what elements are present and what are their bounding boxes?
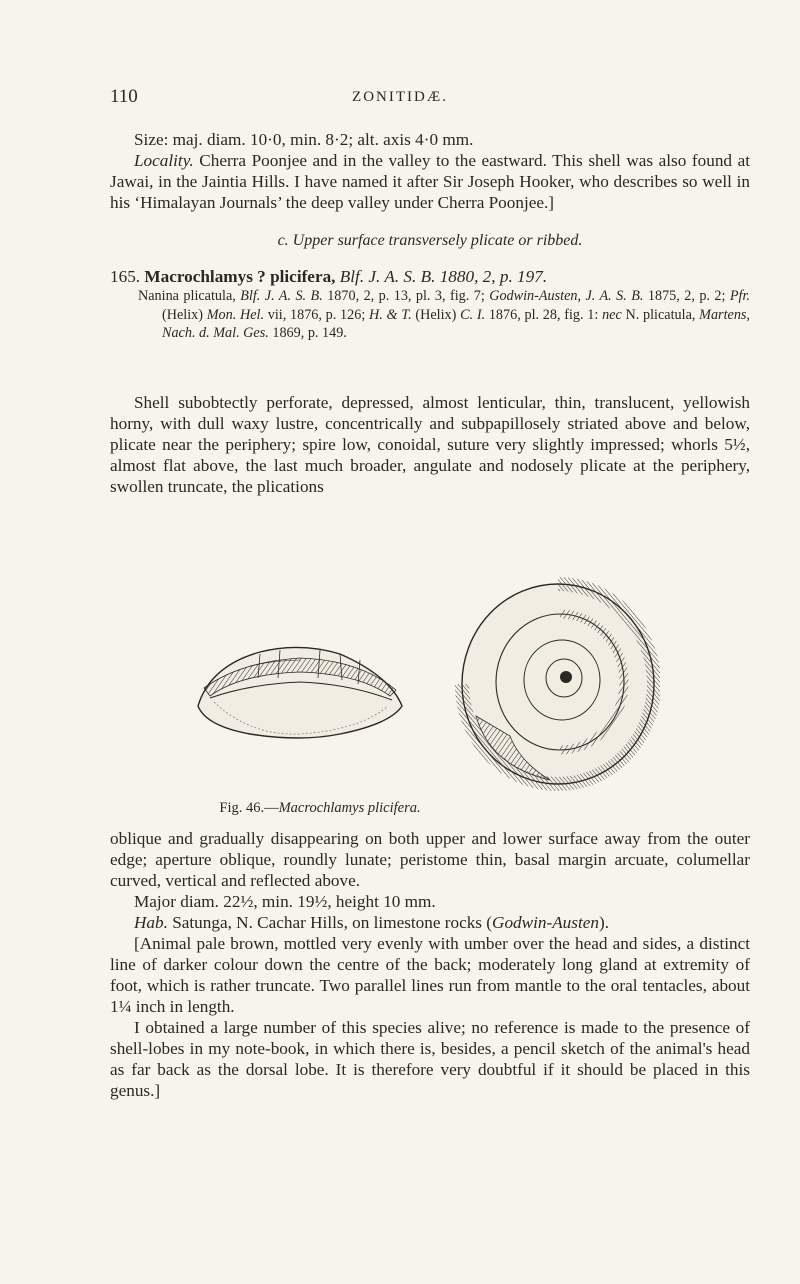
figure-title: Macrochlamys plicifera. [278, 800, 421, 816]
description-continued [110, 828, 750, 1101]
size-block [110, 129, 750, 213]
species-name: Macrochlamys ? plicifera, [144, 267, 336, 286]
syn-text: 1870, 2, p. 13, pl. 3, fig. 7; [322, 288, 490, 304]
syn-text: (Helix) [162, 306, 207, 323]
syn-text: 1876, pl. 28, fig. 1: [485, 306, 603, 323]
syn-ref: Blf. J. A. S. B. [240, 288, 323, 304]
locality-label: Locality. [134, 151, 194, 170]
figure-number: Fig. 46. [219, 800, 265, 816]
syn-text: vii, 1876, p. 126; [264, 306, 369, 323]
shell-paragraph: Shell subobtectly perforate, depressed, almost lenticular, thin, translucent, yellowish horny, with dull waxy lustre, concentrically and subpapillosely striated above and below, plicate near the periphery; spire low, conoidal, suture very slightly impressed; whorls 5½, almost flat above, the last much broader, angulate and nodosely plicate at the periphery, swollen truncate, the plications [110, 393, 750, 496]
aperture-paragraph: oblique and gradually disappearing on both upper and lower surface away from the outer edge; aperture oblique, roundly lunate; peristome thin, basal margin arcuate, columellar curved, vertical and reflected above. [110, 829, 750, 890]
section-subheading: c. Upper surface transversely plicate or ribbed. [277, 232, 583, 249]
synonymy-paragraph [138, 287, 750, 343]
syn-text: (Helix) [411, 306, 461, 323]
habitat-paragraph [110, 912, 750, 933]
figure-caption [0, 800, 640, 817]
species-entry [110, 266, 750, 343]
shell-illustration [190, 566, 660, 792]
page-header [110, 86, 690, 110]
habitat-label: Hab. [134, 913, 168, 932]
syn-text: 1875, 2, p. 2; [643, 288, 730, 304]
species-heading [110, 266, 750, 287]
syn-text: 1869, p. 149. [268, 325, 347, 341]
shell-top-view [462, 584, 654, 784]
habitat-text: Satunga, N. Cachar Hills, on limestone rocks ( [167, 913, 493, 932]
notes-paragraph: I obtained a large number of this species alive; no reference is made to the presence of shell-lobes in my note-book, in which there is, besides, a pencil sketch of the animal's head as far back as the dorsal lobe. It is therefore very doubtful if it should be placed in this genus.] [110, 1018, 750, 1100]
syn-ref: H. & T. [368, 306, 412, 323]
running-title: ZONITIDÆ. [352, 89, 448, 105]
syn-text: N. plicatula, [621, 306, 700, 323]
figure-46 [190, 566, 660, 792]
shell-side-view [198, 647, 402, 738]
page-number: 110 [110, 86, 138, 107]
animal-paragraph: [Animal pale brown, mottled very evenly with umber over the head and sides, a distinct line of darker colour down the centre of the back; moderately long gland at extremity of foot, which is rather truncate. Two parallel lines run from mantle to the oral tentacles, about 1¼ inch in length. [110, 934, 750, 1016]
syn-ref: nec [602, 306, 622, 323]
habitat-end: ). [598, 913, 609, 932]
shell-description [110, 392, 750, 497]
species-number: 165. [110, 267, 141, 286]
syn-ref: Godwin-Austen, J. A. S. B. [489, 288, 644, 304]
habitat-source: Godwin-Austen [492, 913, 599, 932]
locality-paragraph [110, 150, 750, 213]
species-authority: Blf. J. A. S. B. 1880, 2, p. 197. [335, 267, 548, 286]
syn-ref: Mon. Hel. [206, 306, 265, 323]
dimensions-paragraph: Major diam. 22½, min. 19½, height 10 mm. [134, 892, 436, 911]
section-heading-block [110, 232, 750, 250]
syn-ref: C. I. [460, 306, 486, 323]
locality-text: Cherra Poonjee and in the valley to the eastward. This shell was also found at Jawai, in the Jaintia Hills. I have named it after Sir Joseph Hooker, who describes so well in his ‘Himalayan Journals’ the deep valley under Cherra Poonjee.] [110, 151, 750, 212]
caption-dash: — [264, 800, 279, 816]
syn-ref: Pfr. [729, 288, 750, 304]
size-paragraph: Size: maj. diam. 10·0, min. 8·2; alt. axis 4·0 mm. [134, 130, 474, 149]
syn-text: Nanina plicatula, [138, 288, 241, 304]
syn-ref: Martens, Nach. d. Mal. Ges. [162, 306, 750, 341]
